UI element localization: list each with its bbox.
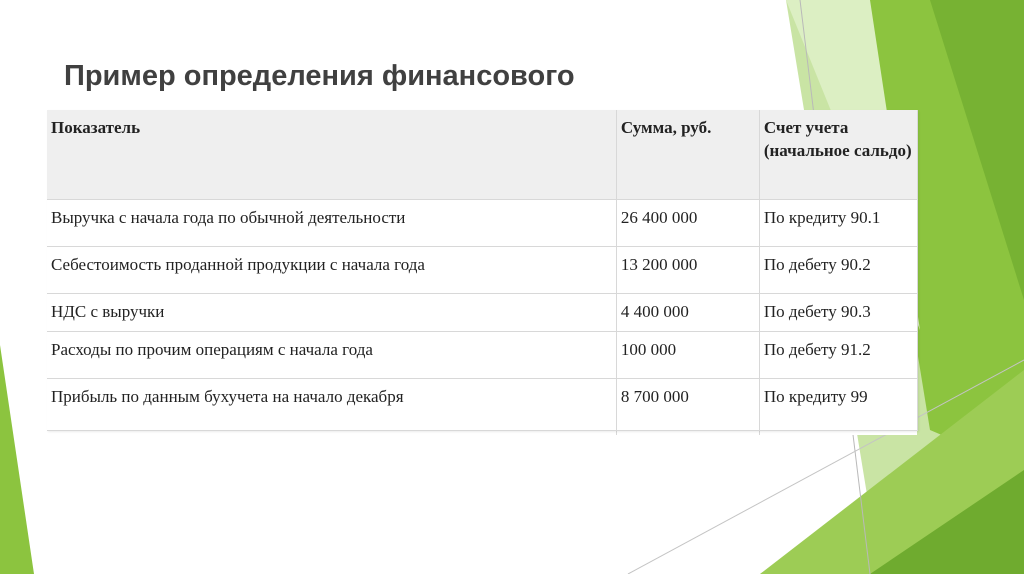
table-row <box>47 294 917 332</box>
row-indicator: Расходы по прочим операциям с начала года <box>51 340 373 359</box>
table-row <box>47 200 917 247</box>
table-row <box>47 379 917 436</box>
row-account: По кредиту 90.1 <box>759 200 917 247</box>
row-amount: 13 200 000 <box>616 247 759 294</box>
table-row <box>47 247 917 294</box>
header-amount: Сумма, руб. <box>616 110 759 200</box>
slide-title-line2 <box>64 100 824 104</box>
row-account: По кредиту 99 <box>759 379 917 436</box>
row-amount: 4 400 000 <box>616 294 759 332</box>
row-account: По дебету 90.3 <box>759 294 917 332</box>
slide-title-line1: Пример определения финансового <box>64 60 575 92</box>
left-accent-shape <box>0 345 34 574</box>
row-amount: 100 000 <box>616 332 759 379</box>
row-indicator: Прибыль по данным бухучета на начало декабря <box>51 387 404 406</box>
row-account: По дебету 90.2 <box>759 247 917 294</box>
row-indicator: Себестоимость проданной продукции с начала года <box>51 255 425 274</box>
row-amount: 26 400 000 <box>616 200 759 247</box>
row-account: По дебету 91.2 <box>759 332 917 379</box>
row-amount: 8 700 000 <box>616 379 759 436</box>
table-row <box>47 332 917 379</box>
header-indicator: Показатель <box>51 118 141 137</box>
row-indicator: НДС с выручки <box>51 302 165 321</box>
row-indicator: Выручка с начала года по обычной деятельности <box>51 208 406 227</box>
financial-result-table <box>47 110 917 435</box>
slide-title <box>64 52 824 104</box>
table-header-row <box>47 110 917 200</box>
header-account: Счет учета (начальное сальдо) <box>759 110 917 200</box>
